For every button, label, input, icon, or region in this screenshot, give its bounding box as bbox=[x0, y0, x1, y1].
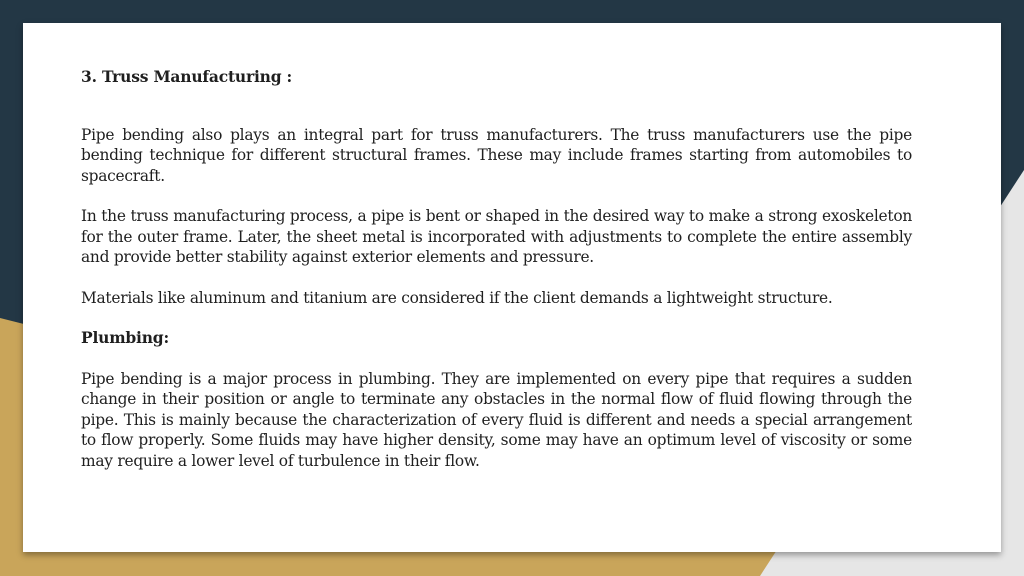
section-heading-plumbing: Plumbing: bbox=[81, 328, 169, 347]
slide-content bbox=[81, 67, 912, 491]
paragraph-materials: Materials like aluminum and titanium are considered if the client demands a lightweight structure. bbox=[81, 288, 833, 307]
paragraph-truss-process: In the truss manufacturing process, a pipe is bent or shaped in the desired way to make a strong exoskeleton for the outer frame. Later, the sheet metal is incorporated with adjustments to complete the entire assembly and provide better stability against exterior elements and pressure. bbox=[81, 207, 912, 266]
section-heading-truss: 3. Truss Manufacturing : bbox=[81, 67, 293, 86]
paragraph-plumbing: Pipe bending is a major process in plumbing. They are implemented on every pipe that requires a sudden change in their position or angle to terminate any obstacles in the normal flow of fluid flowing through the pipe. This is mainly because the characterization of every fluid is different and needs a special arrangement to flow properly. Some fluids may have higher density, some may have an optimum level of viscosity or some may require a lower level of turbulence in their flow. bbox=[81, 369, 912, 470]
paragraph-truss-intro: Pipe bending also plays an integral part for truss manufacturers. The truss manufacturers use the pipe bending technique for different structural frames. These may include frames starting from automobiles to spacecraft. bbox=[81, 125, 912, 185]
slide-page bbox=[23, 23, 1001, 552]
